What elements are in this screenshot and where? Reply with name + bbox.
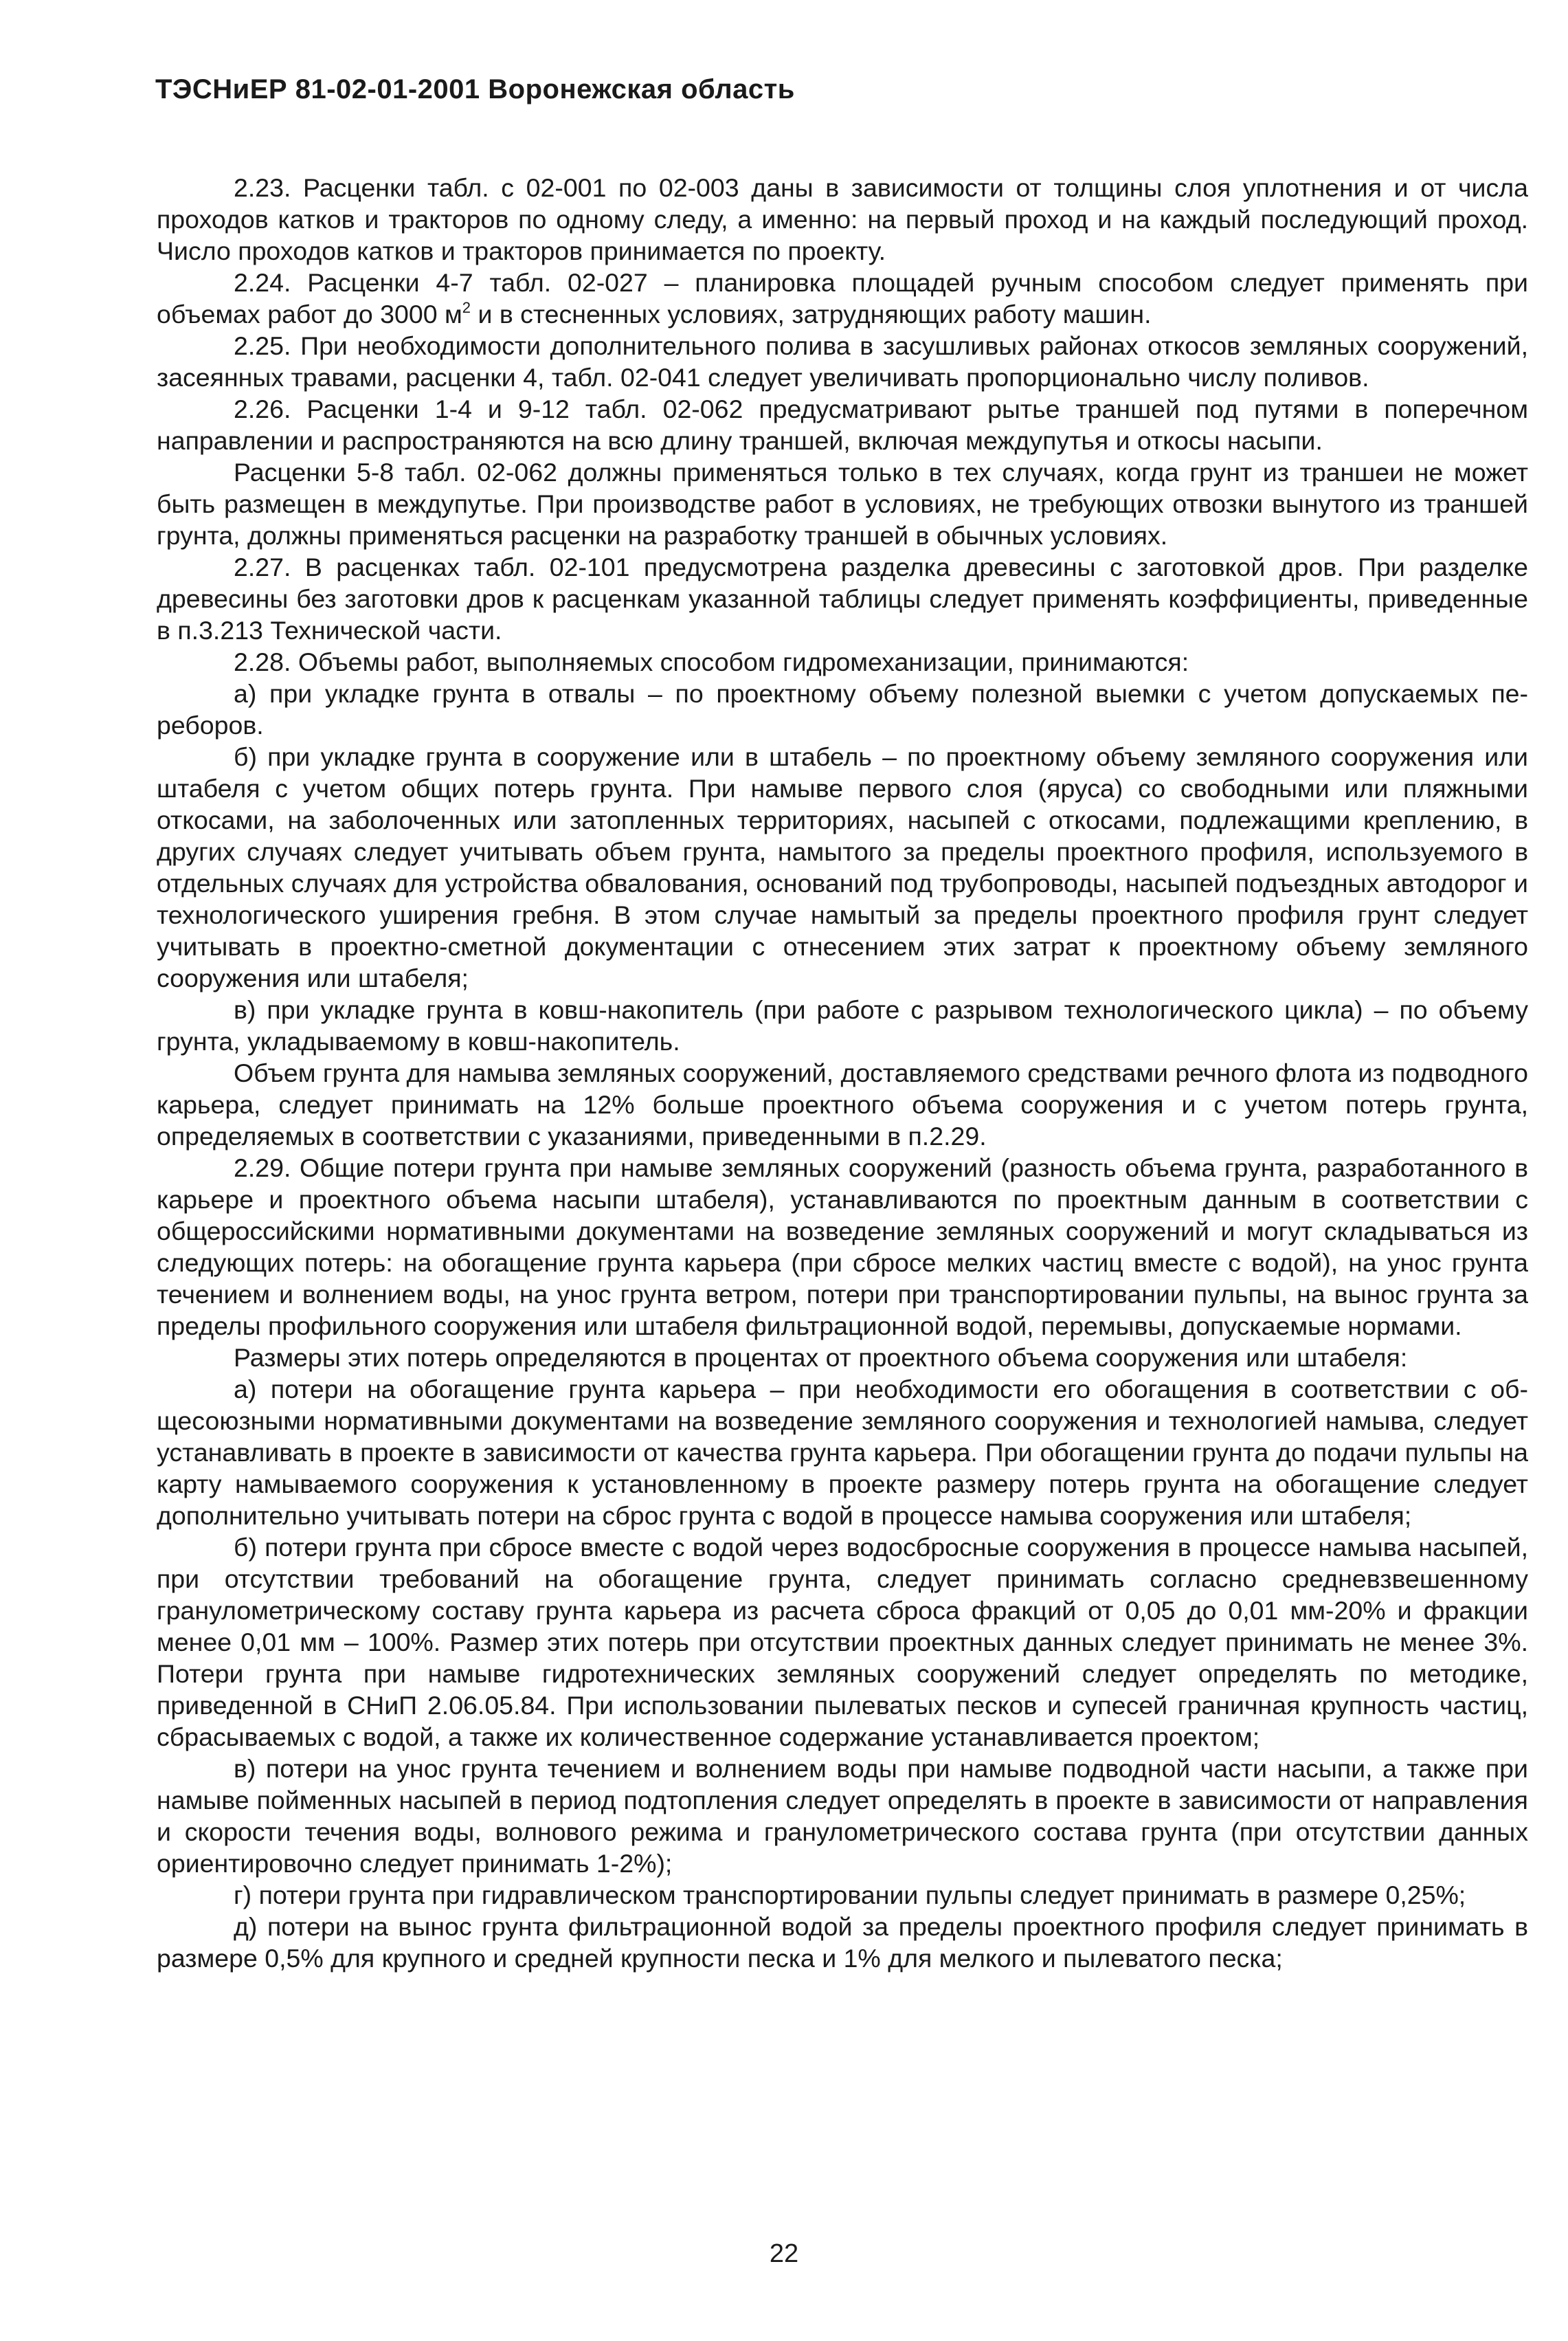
paragraph-2-26-continued: Расценки 5-8 табл. 02-062 должны применяться только в тех случаях, когда грунт из траншеи не может быть размещен в междупутье. При производстве работ в условиях, не требующих отвозки вынутого из траншей грунта, должны применяться расценки на разработку траншей в обычных условиях.	[157, 458, 1528, 550]
paragraph-2-29-sizes: Размеры этих потерь определяются в процентах от проектного объема сооружения или штабеля:	[234, 1343, 1408, 1372]
page-number: 22	[769, 2239, 799, 2268]
paragraph-2-24: 2.24. Расценки 4-7 табл. 02-027 – планировка площадей ручным способом следует применять при объемах работ до 3000 $м^2$ и в стесненных условиях, затрудняющих работу машин.	[157, 268, 1528, 329]
paragraph-2-29-a: а) потери на обогащение грунта карьера – при необходимости его обогащения в соответствии с общесоюзными нормативными документами на возведение земляного сооружения и технологией намыва, следует устанавливать в проекте в зависимости от качества грунта карьера. При обогащении грунта до подачи пульпы на карту намываемого сооружения к установленному в проекте размеру потерь грунта на обогащение следует дополнительно учитывать потери на сброс грунта с водой в процессе намыва сооружения или штабеля;	[157, 1375, 1528, 1530]
paragraph-2-29: 2.29. Общие потери грунта при намыве земляных сооружений (разность объема грунта, разработанного в карьере и проектного объема насыпи штабеля), устанавливаются по проектным данным в соответствии с общероссийскими нормативными документами на возведение земляных сооружений и могут складываться из следующих потерь: на обогащение грунта карьера (при сбросе мелких частиц вместе с водой), на унос грунта течением и волнением воды, на унос грунта ветром, потери при транспортировании пульпы, на вынос грунта за пределы профильного сооружения или штабеля фильтрационной водой, перемывы, допускаемые нормами.	[157, 1153, 1528, 1340]
paragraph-2-29-b: б) потери грунта при сбросе вместе с водой через водосбросные сооружения в процессе намыва насыпей, при отсутствии требований на обогащение грунта, следует принимать согласно средневзвешенному гранулометрическому составу грунта карьера из расчета сброса фракций от 0,05 до 0,01 мм-20% и фракции менее 0,01 мм – 100%. Размер этих потерь при отсутствии проектных данных следует принимать не менее 3%. Потери грунта при намыве гидротехнических земляных сооружений следует определять по методике, приведенной в СНиП 2.06.05.84. При использовании пылеватых песков и супесей граничная крупность частиц, сбрасываемых с водой, а также их количественное содержание устанавливается проектом;	[157, 1533, 1528, 1751]
paragraph-2-29-g: г) потери грунта при гидравлическом транспортировании пульпы следует принимать в размере 0,25%;	[234, 1880, 1466, 1909]
paragraph-2-29-v: в) потери на унос грунта течением и волнением воды при намыве подводной части насыпи, а также при намыве пойменных насыпей в период подтопления следует определять в проекте в зависимости от направления и скорости течения воды, волнового режима и гранулометрического состава грунта (при отсутствии данных ориентировочно следует принимать 1-2%);	[157, 1754, 1528, 1878]
document-body	[157, 172, 1528, 1974]
document-header: ТЭСНиЕР 81-02-01-2001 Воронежская область	[155, 74, 795, 104]
paragraph-2-28-v: в) при укладке грунта в ковш-накопитель (при работе с разрывом технологического цикла) – по объему грунта, укладываемому в ковш-накопитель.	[157, 995, 1528, 1056]
paragraph-2-23: 2.23. Расценки табл. с 02-001 по 02-003 даны в зависимости от толщины слоя уплотнения и от числа проходов катков и тракторов по одному следу, а именно: на первый проход и на каждый последующий проход. Число проходов катков и тракторов принимается по проекту.	[157, 173, 1528, 265]
paragraph-2-28-volume: Объем грунта для намыва земляных сооружений, доставляемого средствами речного флота из подводного карьера, следует принимать на 12% больше проектного объема сооружения и с учетом потерь грунта, определяемых в соответствии с указаниями, приведенными в п.2.29.	[157, 1058, 1528, 1151]
paragraph-2-28: 2.28. Объемы работ, выполняемых способом гидромеханизации, принимаются:	[234, 647, 1189, 676]
superscript-2: 2	[462, 299, 471, 316]
paragraph-2-27: 2.27. В расценках табл. 02-101 предусмотрена разделка древесины с заготовкой дров. При разделке древесины без заготовки дров к расценкам указанной таблицы следует применять коэффициенты, приведенные в п.3.213 Технической части.	[157, 553, 1528, 645]
paragraph-2-25: 2.25. При необходимости дополнительного полива в засушливых районах откосов земляных сооружений, засеянных травами, расценки 4, табл. 02-041 следует увеличивать пропорционально числу поливов.	[157, 331, 1528, 392]
paragraph-2-28-b: б) при укладке грунта в сооружение или в штабель – по проектному объему земляного сооружения или штабеля с учетом общих потерь грунта. При намыве первого слоя (яруса) со свободными или пляжными откосами, на заболоченных или затопленных территориях, насыпей с откосами, подлежащими креплению, в других случаях следует учитывать объем грунта, намытого за пределы проектного профиля, используемого в отдельных случаях для устройства обвалования, оснований под трубопроводы, насыпей подъездных автодорог и технологического уширения гребня. В этом случае намытый за пределы проектного профиля грунт следует учитывать в проектно-сметной документации с отнесением этих затрат к проектному объему земляного сооружения или штабеля;	[157, 742, 1528, 992]
paragraph-2-29-d: д) потери на вынос грунта фильтрационной водой за пределы проектного профиля следует принимать в размере 0,5% для крупного и средней крупности песка и 1% для мелкого и пылеватого песка;	[157, 1912, 1528, 1973]
paragraph-2-26: 2.26. Расценки 1-4 и 9-12 табл. 02-062 предусматривают рытье траншей под путями в поперечном направлении и распространяются на всю длину траншей, включая междупутья и откосы насыпи.	[157, 395, 1528, 455]
paragraph-2-28-a: а) при укладке грунта в отвалы – по проектному объему полезной выемки с учетом допускаемых переборов.	[157, 679, 1528, 740]
